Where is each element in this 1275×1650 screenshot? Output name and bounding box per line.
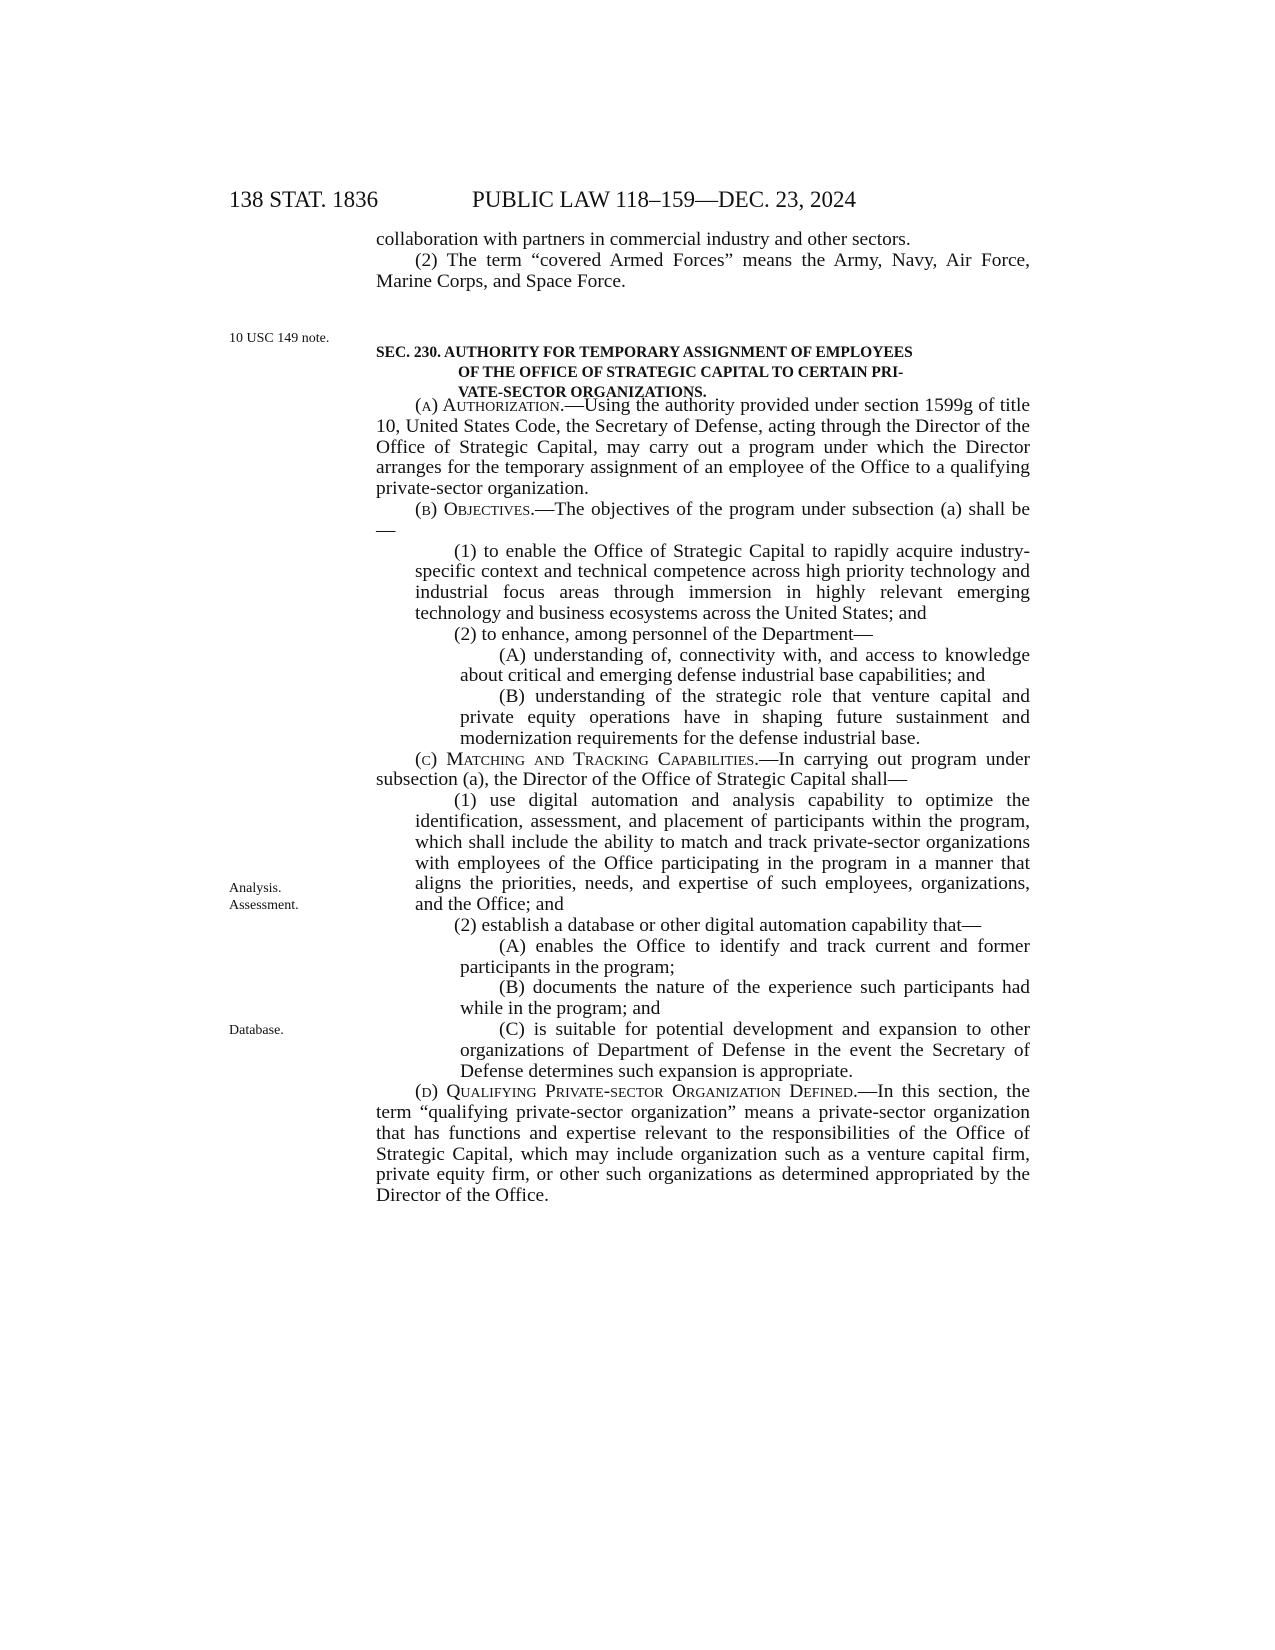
running-header-title: PUBLIC LAW 118–159—DEC. 23, 2024 — [472, 187, 857, 212]
statute-page-number: 138 STAT. 1836 — [229, 187, 379, 212]
paragraph-2: (2) to enhance, among personnel of the Department— — [454, 623, 873, 645]
subsection-text: —Using the authority provided under section 1599g of title 10, United States Code, the Secretary of Defense, acting through the Director of the Office of Strategic Capital, may carry out a program under which the Director arranges for the temporary assignment of an employee of the Office to a qualifying private-sector organization. — [376, 395, 1030, 500]
subsection-heading: (a) Authorization. — [415, 395, 565, 416]
subparagraph-b: (B) documents the nature of the experience such participants had while in the program; and — [460, 977, 1030, 1020]
margin-note-line: Analysis. — [229, 881, 282, 896]
margin-note-line: Assessment. — [229, 898, 299, 913]
section-heading-line: VATE-SECTOR ORGANIZATIONS. — [458, 384, 707, 401]
subsection-text: —In this section, the term “qualifying private-sector organization” means a private-sector organization that has functions and expertise relevant to the responsibilities of the Office of Strategic Capital, which may include organization such as a venture capital firm, private equity firm, or other such organizations as determined appropriated by the Director of the Office. — [376, 1081, 1030, 1207]
subsection-heading: (c) Matching and Tracking Capabilities. — [415, 748, 760, 770]
subparagraph-c: (C) is suitable for potential development and expansion to other organizations of Department of Defense in the event the Secretary of Defense determines such expansion is appropriate. — [460, 1018, 1030, 1082]
subsection-b — [376, 500, 1030, 542]
subparagraph-a: (A) understanding of, connectivity with, and access to knowledge about critical and emerging defense industrial base capabilities; and — [460, 644, 1030, 687]
subparagraph-a: (A) enables the Office to identify and track current and former participants in the program; — [460, 935, 1030, 978]
subsection-text: —In carrying out program under subsection (a), the Director of the Office of Strategic Capital shall— — [376, 748, 1031, 791]
paragraph: (2) The term “covered Armed Forces” means the Army, Navy, Air Force, Marine Corps, and Space Force. — [376, 249, 1030, 292]
subparagraph-b: (B) understanding of the strategic role that venture capital and private equity operations have in shaping future sustainment and modernization requirements for the defense industrial base. — [460, 686, 1030, 749]
paragraph-1: (1) to enable the Office of Strategic Capital to rapidly acquire industry-specific context and technical competence across high priority technology and industrial focus areas through immersion in highly relevant emerging technology and business ecosystems across the United States; and — [415, 540, 1030, 624]
margin-note-usc: 10 USC 149 note. — [229, 331, 330, 346]
section-heading-line: SEC. 230. AUTHORITY FOR TEMPORARY ASSIGNMENT OF EMPLOYEES — [376, 344, 913, 361]
paragraph-2: (2) establish a database or other digital automation capability that— — [454, 914, 982, 936]
subsection-heading: (b) Objectives. — [415, 498, 535, 520]
margin-note-database: Database. — [229, 1023, 284, 1038]
paragraph-1: (1) use digital automation and analysis capability to optimize the identification, assessment, and placement of participants within the program, which shall include the ability to match and track private-sector organizations with employees of the Office participating in the program in a manner that aligns the priorities, needs, and expertise of such employees, organizations, and the Office; and — [415, 790, 1030, 916]
margin-note-analysis — [229, 880, 299, 914]
continued-text-block — [376, 230, 1030, 292]
section-heading-line: OF THE OFFICE OF STRATEGIC CAPITAL TO CERTAIN PRI- — [458, 364, 904, 381]
subsection-c — [376, 750, 1030, 792]
section-heading — [376, 343, 1030, 403]
paragraph: collaboration with partners in commercial industry and other sectors. — [376, 229, 911, 250]
subsection-d — [376, 1082, 1030, 1207]
section-body — [376, 396, 1030, 1207]
subsection-a — [376, 396, 1030, 500]
subsection-text: —The objectives of the program under subsection (a) shall be— — [376, 498, 1030, 541]
subsection-heading: (d) Qualifying Private-sector Organization Defined. — [415, 1081, 858, 1103]
